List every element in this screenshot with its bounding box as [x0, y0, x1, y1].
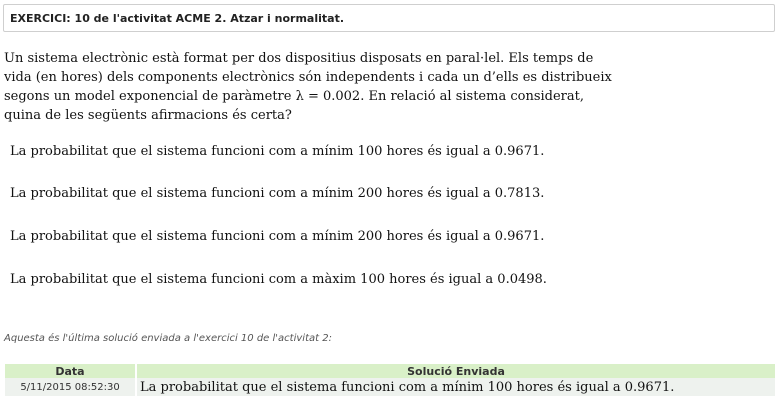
statement-line: vida (en hores) dels components electrònics són independents i cada un d’ells es distribueix [4, 70, 612, 85]
answer-option-4[interactable]: La probabilitat que el sistema funcioni com a màxim 100 hores és igual a 0.0498. [10, 272, 547, 287]
answer-option-1[interactable]: La probabilitat que el sistema funcioni com a mínim 100 hores és igual a 0.9671. [10, 144, 545, 159]
submission-date: 5/11/2015 08:52:30 [5, 378, 136, 396]
statement-line: segons un model exponencial de paràmetre λ = 0.002. En relació al sistema considerat, [4, 89, 584, 104]
submitted-solution: La probabilitat que el sistema funcioni com a mínim 100 hores és igual a 0.9671. [136, 378, 776, 396]
submission-table [5, 364, 777, 396]
exercise-statement [4, 49, 634, 125]
date-column-header: Data [5, 364, 136, 378]
statement-line: quina de les següents afirmacions és certa? [4, 108, 292, 123]
statement-line: Un sistema electrònic està format per dos dispositius disposats en paral·lel. Els temps de [4, 51, 594, 66]
exercise-title: EXERCICI: 10 de l'activitat ACME 2. Atzar i normalitat. [10, 12, 345, 25]
last-submission-note: Aquesta és l'última solució enviada a l'exercici 10 de l'activitat 2: [4, 333, 332, 344]
answer-option-3[interactable]: La probabilitat que el sistema funcioni com a mínim 200 hores és igual a 0.9671. [10, 229, 545, 244]
exercise-header [3, 4, 775, 32]
solution-column-header: Solució Enviada [136, 364, 776, 378]
table-row [5, 378, 776, 396]
answer-option-2[interactable]: La probabilitat que el sistema funcioni com a mínim 200 hores és igual a 0.7813. [10, 186, 545, 201]
table-header-row [5, 364, 776, 378]
